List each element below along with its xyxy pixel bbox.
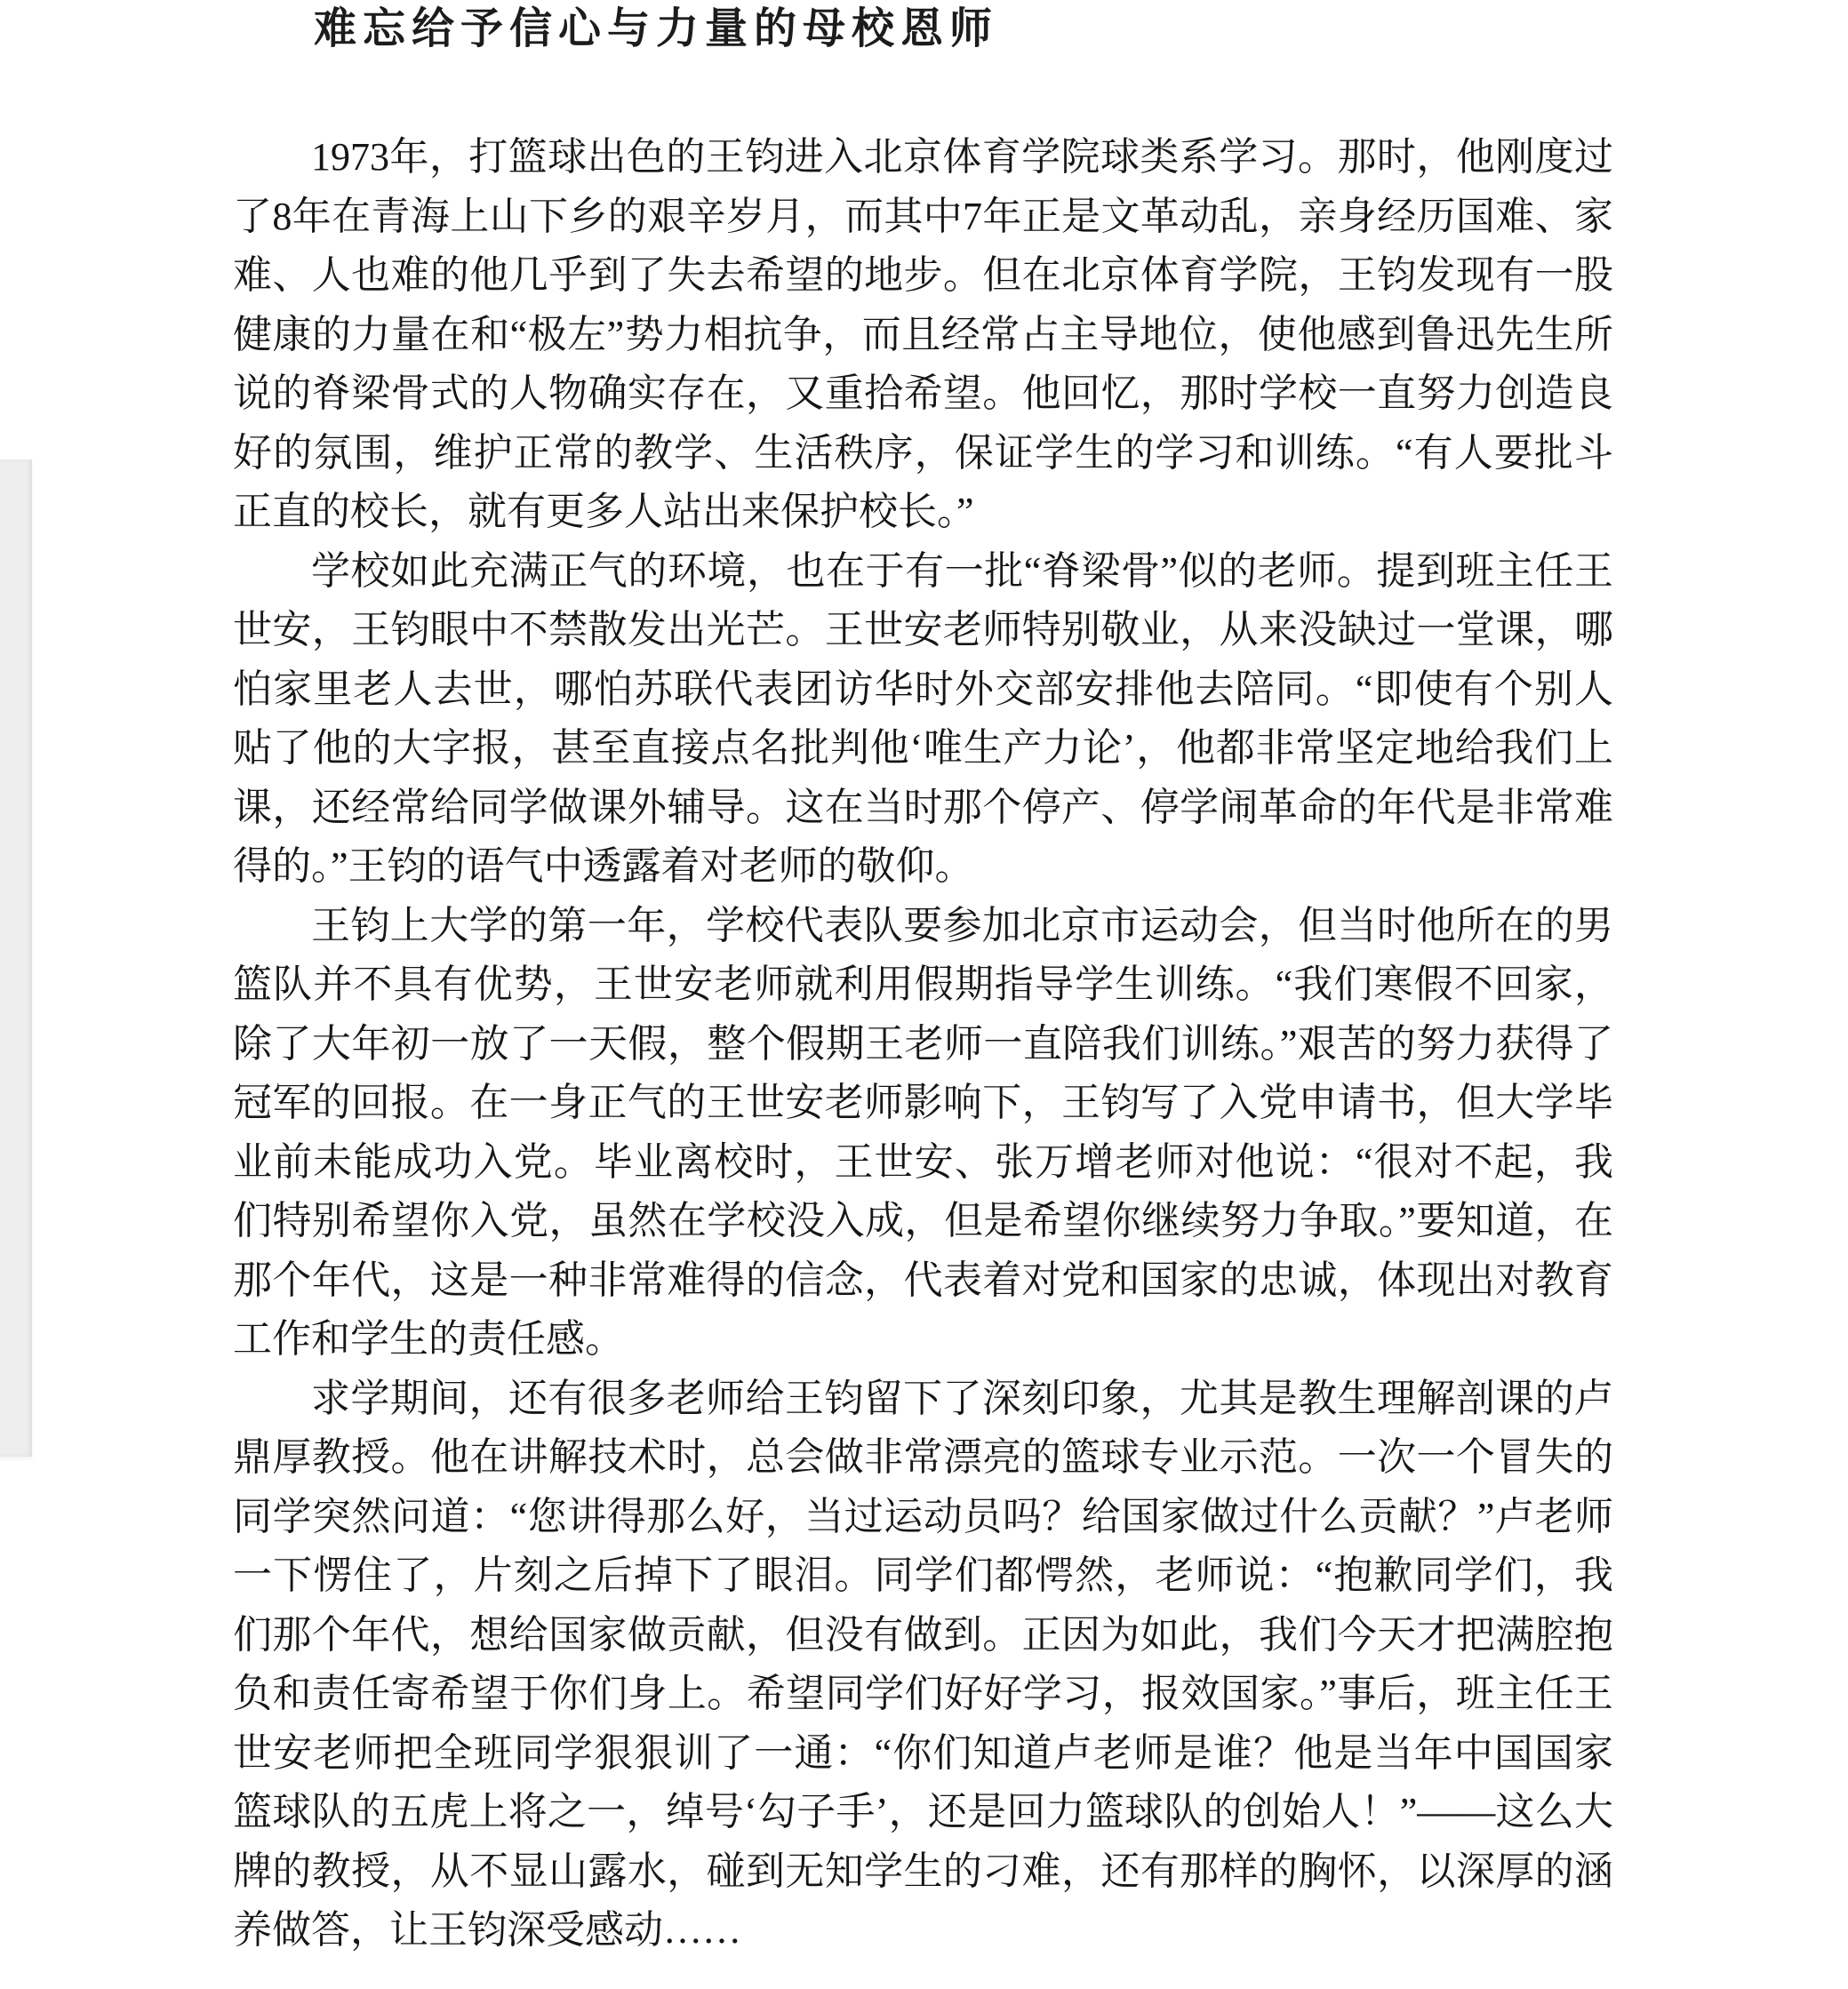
scan-edge-strip: [0, 459, 32, 1457]
page-title: 难忘给予信心与力量的母校恩师: [314, 4, 999, 53]
article-paragraph-2: 学校如此充满正气的环境，也在于有一批“脊梁骨”似的老师。提到班主任王世安，王钧眼中不禁散发出光芒。王世安老师特别敬业，从来没缺过一堂课，哪怕家里老人去世，哪怕苏联代表团访华时外交部安排他去陪同。“即使有个别人贴了他的大字报，甚至直接点名批判他‘唯生产力论’，他都非常坚定地给我们上课，还经常给同学做课外辅导。这在当时那个停产、停学闹革命的年代是非常难得的。”王钧的语气中透露着对老师的敬仰。: [233, 548, 1613, 888]
article-body: [233, 128, 1613, 1961]
article-paragraph-3: 王钧上大学的第一年，学校代表队要参加北京市运动会，但当时他所在的男篮队并不具有优势，王世安老师就利用假期指导学生训练。“我们寒假不回家，除了大年初一放了一天假，整个假期王老师一直陪我们训练。”艰苦的努力获得了冠军的回报。在一身正气的王世安老师影响下，王钧写了入党申请书，但大学毕业前未能成功入党。毕业离校时，王世安、张万增老师对他说：“很对不起，我们特别希望你入党，虽然在学校没入成，但是希望你继续努力争取。”要知道，在那个年代，这是一种非常难得的信念，代表着对党和国家的忠诚，体现出对教育工作和学生的责任感。: [233, 903, 1613, 1361]
article-paragraph-4: 求学期间，还有很多老师给王钧留下了深刻印象，尤其是教生理解剖课的卢鼎厚教授。他在讲解技术时，总会做非常漂亮的篮球专业示范。一次一个冒失的同学突然问道：“您讲得那么好，当过运动员吗？给国家做过什么贡献？”卢老师一下愣住了，片刻之后掉下了眼泪。同学们都愕然，老师说：“抱歉同学们，我们那个年代，想给国家做贡献，但没有做到。正因为如此，我们今天才把满腔抱负和责任寄希望于你们身上。希望同学们好好学习，报效国家。”事后，班主任王世安老师把全班同学狠狠训了一通：“你们知道卢老师是谁？他是当年中国国家篮球队的五虎上将之一，绰号‘勾子手’，还是回力篮球队的创始人！”——这么大牌的教授，从不显山露水，碰到无知学生的刁难，还有那样的胸怀，以深厚的涵养做答，让王钧深受感动……: [233, 1376, 1613, 1952]
article-paragraph-1: 1973年，打篮球出色的王钧进入北京体育学院球类系学习。那时，他刚度过了8年在青海上山下乡的艰辛岁月，而其中7年正是文革动乱，亲身经历国难、家难、人也难的他几乎到了失去希望的地步。但在北京体育学院，王钧发现有一股健康的力量在和“极左”势力相抗争，而且经常占主导地位，使他感到鲁迅先生所说的脊梁骨式的人物确实存在，又重拾希望。他回忆，那时学校一直努力创造良好的氛围，维护正常的教学、生活秩序，保证学生的学习和训练。“有人要批斗正直的校长，就有更多人站出来保护校长。”: [233, 135, 1613, 533]
